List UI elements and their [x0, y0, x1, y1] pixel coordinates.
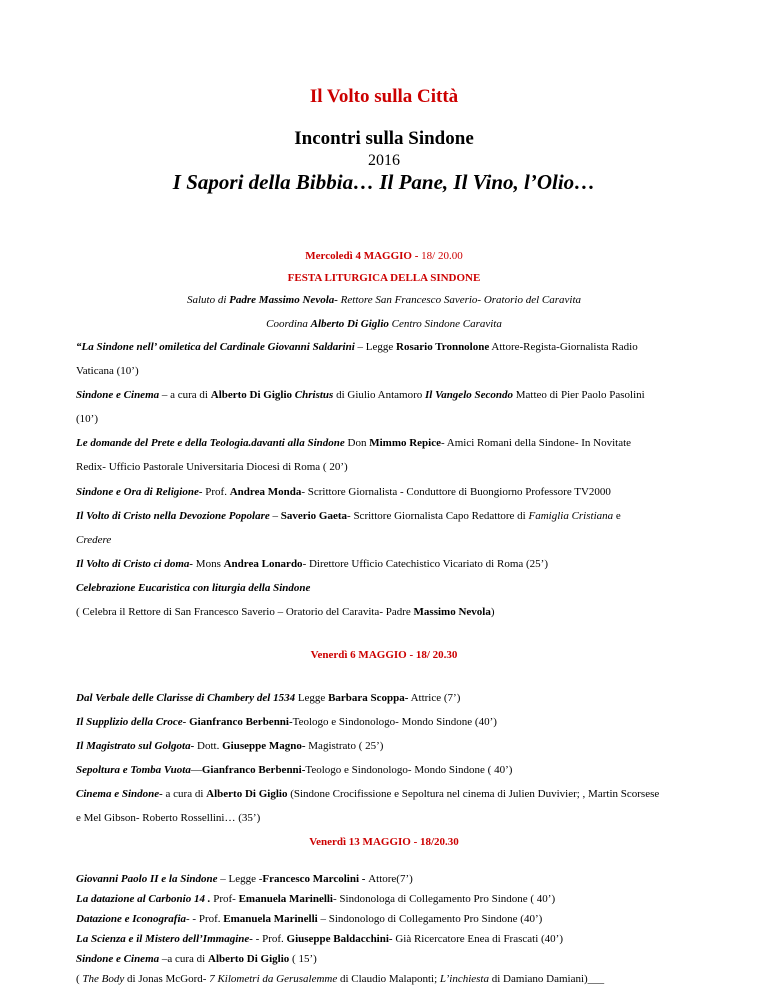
day1-item-8: ( Celebra il Rettore di San Francesco Saverio – Oratorio del Caravita- Padre Massimo Nevola) — [76, 606, 495, 618]
day2-item-2: Il Supplizio della Croce- Gianfranco Berbenni-Teologo e Sindonologo- Mondo Sindone (40’) — [76, 716, 497, 728]
day1-item-4: Sindone e Ora di Religione- Prof. Andrea Monda- Scrittore Giornalista - Conduttore di Buongiorno Professore TV2000 — [76, 486, 611, 498]
day1-item-2-cont: (10’) — [76, 413, 98, 425]
day2-item-3: Il Magistrato sul Golgota- Dott. Giuseppe Magno- Magistrato ( 25’) — [76, 740, 384, 752]
day2-item-5: Cinema e Sindone- a cura di Alberto Di Giglio (Sindone Crocifissione e Sepoltura nel cinema di Julien Duvivier; , Martin Scorsese — [76, 788, 660, 800]
day2-date: Venerdì 6 MAGGIO - 18/ 20.30 — [310, 649, 458, 661]
day1-item-6: Il Volto di Cristo ci doma- Mons Andrea Lonardo- Direttore Ufficio Catechistico Vicariato di Roma (25’) — [76, 558, 548, 570]
day3-item-5: Sindone e Cinema –a cura di Alberto Di Giglio ( 15’) — [76, 953, 317, 965]
day3-item-4: La Scienza e il Mistero dell’Immagine- - Prof. Giuseppe Baldacchini- Già Ricercatore Enea di Frascati (40’) — [76, 933, 563, 945]
day1-item-1: “La Sindone nell’ omiletica del Cardinale Giovanni Saldarini – Legge Rosario Tronnolone Attore-Regista-Giornalista Radio — [76, 341, 638, 353]
day3-item-6: ( The Body di Jonas McGord- 7 Kilometri da Gerusalemme di Claudio Malaponti; L’inchiesta di Damiano Damiani)___ — [76, 973, 605, 985]
day3-item-1: Giovanni Paolo II e la Sindone – Legge -Francesco Marcolini - Attore(7’) — [76, 873, 413, 885]
day1-item-3: Le domande del Prete e della Teologia.davanti alla Sindone Don Mimmo Repice- Amici Romani della Sindone- In Novitate — [76, 437, 632, 449]
day1-item-5: Il Volto di Cristo nella Devozione Popolare – Saverio Gaeta- Scrittore Giornalista Capo Redattore di Famiglia Cristiana e — [76, 510, 621, 522]
event-subtitle: Incontri sulla Sindone — [294, 128, 474, 149]
day2-item-4: Sepoltura e Tomba Vuota—Gianfranco Berbenni-Teologo e Sindonologo- Mondo Sindone ( 40’) — [76, 764, 513, 776]
day2-item-1: Dal Verbale delle Clarisse di Chambery del 1534 Legge Barbara Scoppa- Attrice (7’) — [76, 692, 461, 704]
day1-item-5-cont: Credere — [76, 534, 112, 546]
event-theme: I Sapori della Bibbia… Il Pane, Il Vino, l’Olio… — [172, 170, 596, 194]
day1-feast: FESTA LITURGICA DELLA SINDONE — [287, 272, 481, 284]
day1-item-1-cont: Vaticana (10’) — [76, 365, 139, 377]
day1-item-3-cont: Redix- Ufficio Pastorale Universitaria Diocesi di Roma ( 20’) — [76, 461, 348, 473]
day1-date: Mercoledì 4 MAGGIO - 18/ 20.00 — [305, 250, 463, 262]
day1-item-2: Sindone e Cinema – a cura di Alberto Di Giglio Christus di Giulio Antamoro Il Vangelo Secondo Matteo di Pier Paolo Pasolini — [76, 389, 645, 401]
day1-saluto: Saluto di Padre Massimo Nevola- Rettore San Francesco Saverio- Oratorio del Caravita — [186, 294, 582, 306]
event-title: Il Volto sulla Città — [309, 86, 459, 107]
day3-item-2: La datazione al Carbonio 14 . Prof- Emanuela Marinelli- Sindonologa di Collegamento Pro Sindone ( 40’) — [76, 893, 556, 905]
day3-date: Venerdì 13 MAGGIO - 18/20.30 — [309, 836, 459, 848]
event-year: 2016 — [368, 152, 400, 169]
day1-coordina: Coordina Alberto Di Giglio Centro Sindone Caravita — [266, 318, 502, 330]
day3-item-3: Datazione e Iconografia- - Prof. Emanuela Marinelli – Sindonologo di Collegamento Pro Sindone (40’) — [76, 913, 543, 925]
day2-item-5-cont: e Mel Gibson- Roberto Rossellini… (35’) — [76, 812, 261, 824]
day1-item-7: Celebrazione Eucaristica con liturgia della Sindone — [76, 582, 311, 594]
